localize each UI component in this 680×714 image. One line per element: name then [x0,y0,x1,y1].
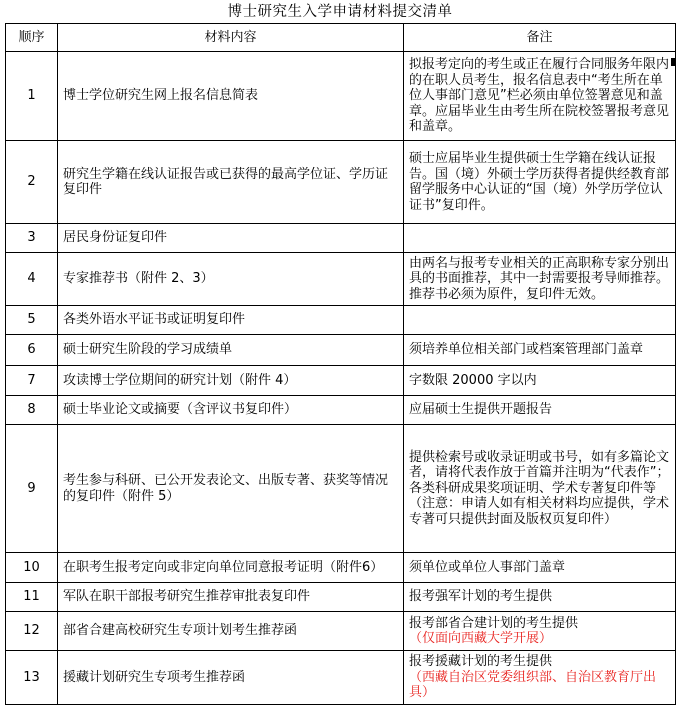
note-text: 报考部省合建计划的考生提供 [409,615,579,631]
column-header-material: 材料内容 [58,24,404,52]
table-row [6,253,676,306]
row-seq: 5 [6,306,58,335]
row-note [404,425,676,553]
row-seq: 4 [6,253,58,306]
row-note [404,612,676,651]
column-header-note: 备注 [404,24,676,52]
note-text: 拟报考定向的考生或正在履行合同服务年限内的在职人员考生，报名信息表中“考生所在单位人事部门意见”栏必须由单位签署意见和盖章。应届毕业生由考生所在院校签署报考意见和盖章。 [409,57,670,135]
table-row [6,425,676,553]
row-material: 援藏计划研究生专项考生推荐函 [58,651,404,705]
materials-table [5,23,676,705]
row-seq: 11 [6,583,58,612]
note-text: 须单位或单位人事部门盖章 [409,559,566,575]
row-note [404,583,676,612]
row-note [404,651,676,705]
row-material: 专家推荐书（附件 2、3） [58,253,404,306]
row-seq: 1 [6,52,58,141]
table-row [6,583,676,612]
row-seq: 9 [6,425,58,553]
table-row [6,366,676,396]
row-material: 硕士毕业论文或摘要（含评议书复印件） [58,396,404,425]
table-row [6,335,676,366]
note-text: 提供检索号或收录证明或书号，如有多篇论文者，请将代表作放于首篇并注明为“代表作”；各类科研成果奖项证明、学术专著复印件等（注意：申请人如有相关材料均应提供，学术专著可只提供封面及版权页复印件） [409,449,670,527]
row-note [404,335,676,366]
row-seq: 2 [6,141,58,224]
note-text: 由两名与报考专业相关的正高职称专家分别出具的书面推荐，其中一封需要报考导师推荐。推荐书必须为原件，复印件无效。 [409,255,670,302]
row-note [404,366,676,396]
table-row [6,306,676,335]
row-seq: 3 [6,224,58,253]
row-material: 博士学位研究生网上报名信息简表 [58,52,404,141]
row-seq: 12 [6,612,58,651]
row-note [404,553,676,583]
table-row [6,52,676,141]
row-seq: 13 [6,651,58,705]
note-text: 字数限 20000 字以内 [409,372,537,388]
note-text: 报考援藏计划的考生提供 [409,654,553,670]
row-note [404,224,676,253]
table-row [6,224,676,253]
row-note [404,52,676,141]
row-material: 各类外语水平证书或证明复印件 [58,306,404,335]
table-row [6,553,676,583]
row-seq: 8 [6,396,58,425]
table-row [6,651,676,705]
row-note [404,253,676,306]
row-material: 硕士研究生阶段的学习成绩单 [58,335,404,366]
note-emphasis: （西藏自治区党委组织部、自治区教育厅出具） [409,669,657,701]
row-material: 居民身份证复印件 [58,224,404,253]
table-row [6,612,676,651]
column-header-seq: 顺序 [6,24,58,52]
page-title: 博士研究生入学申请材料提交清单 [227,4,453,20]
header-row [6,24,676,52]
row-seq: 6 [6,335,58,366]
row-seq: 7 [6,366,58,396]
row-material: 在职考生报考定向或非定向单位同意报考证明（附件6） [58,553,404,583]
table-row [6,141,676,224]
note-text: 硕士应届毕业生提供硕士生学籍在线认证报告。国（境）外硕士学历获得者提供经教育部留学服务中心认证的“国（境）外学历学位认证书”复印件。 [409,151,670,213]
note-text: 应届硕士生提供开题报告 [409,402,553,418]
note-text: 报考强军计划的考生提供 [409,589,553,605]
row-material: 部省合建高校研究生专项计划考生推荐函 [58,612,404,651]
note-emphasis: （仅面向西藏大学开展） [409,631,553,646]
row-material: 考生参与科研、已公开发表论文、出版专著、获奖等情况的复印件（附件 5） [58,425,404,553]
row-material: 攻读博士学位期间的研究计划（附件 4） [58,366,404,396]
row-material: 研究生学籍在线认证报告或已获得的最高学位证、学历证复印件 [58,141,404,224]
row-note [404,306,676,335]
row-note [404,141,676,224]
row-note [404,396,676,425]
table-row [6,396,676,425]
row-material: 军队在职干部报考研究生推荐审批表复印件 [58,583,404,612]
row-seq: 10 [6,553,58,583]
note-text: 须培养单位相关部门或档案管理部门盖章 [409,342,644,358]
